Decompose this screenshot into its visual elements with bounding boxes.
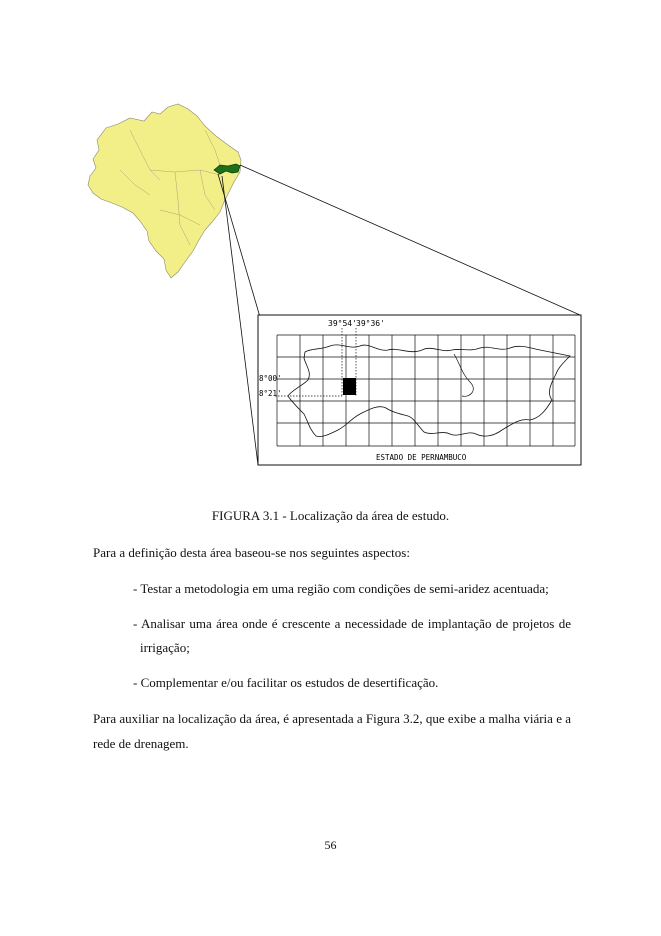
bullet-item-2-continuation: irrigação; bbox=[140, 640, 190, 655]
bullet-item-2: - Analisar uma área onde é crescente a necessidade de implantação de projetos de bbox=[133, 616, 571, 631]
longitude-label-2: 39°36' bbox=[356, 319, 385, 328]
bullet-item-3: - Complementar e/ou facilitar os estudos de desertificação. bbox=[133, 675, 439, 690]
inset-frame bbox=[258, 315, 581, 465]
state-label: ESTADO DE PERNAMBUCO bbox=[376, 453, 467, 462]
figure-caption: FIGURA 3.1 - Localização da área de estudo. bbox=[211, 508, 450, 523]
page-number: 56 bbox=[324, 838, 337, 852]
latitude-label-2: 8°21' bbox=[259, 389, 282, 398]
closing-paragraph-line-2: rede de drenagem. bbox=[93, 736, 189, 751]
intro-paragraph: Para a definição desta área baseou-se nos seguintes aspectos: bbox=[93, 545, 410, 560]
longitude-label-1: 39°54' bbox=[328, 319, 357, 328]
bullet-item-1: - Testar a metodologia em uma região com condições de semi-aridez acentuada; bbox=[133, 581, 549, 596]
closing-paragraph-line-1: Para auxiliar na localização da área, é apresentada a Figura 3.2, que exibe a malha viária e a bbox=[93, 711, 571, 726]
study-area-marker bbox=[343, 378, 356, 395]
latitude-label-1: 8°00' bbox=[259, 374, 282, 383]
brazil-map bbox=[88, 104, 241, 278]
